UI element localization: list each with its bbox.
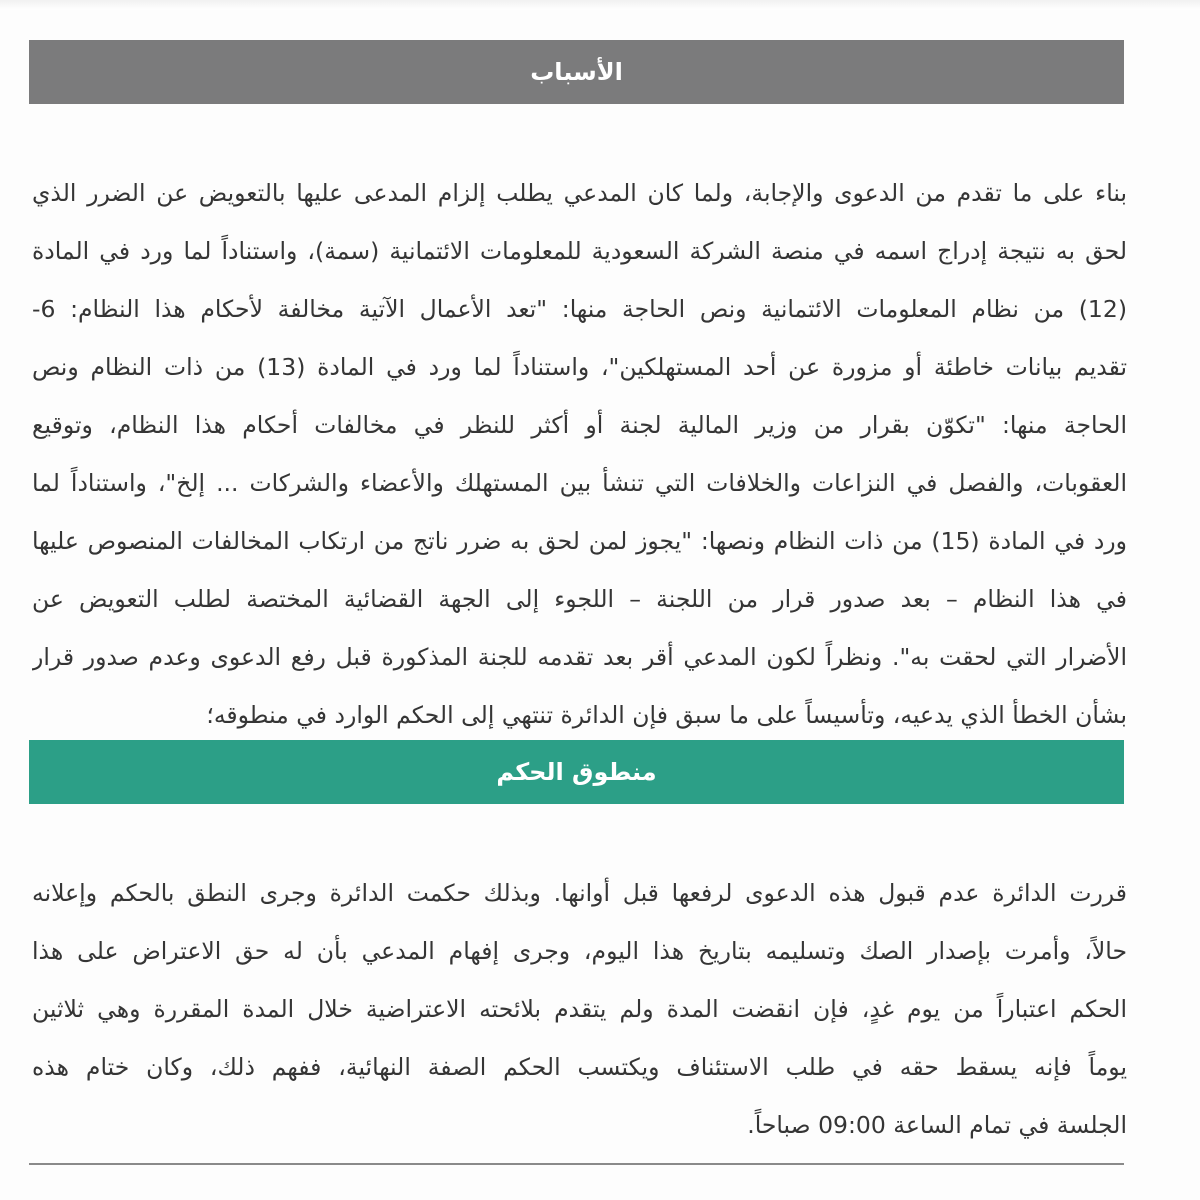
bottom-divider bbox=[29, 1163, 1124, 1165]
reasons-line: (12) من نظام المعلومات الائتمانية ونص الحاجة منها: "تعد الأعمال الآتية مخالفة لأحكام هذا النظام: 6- bbox=[32, 295, 1127, 323]
verdict-line: الحكم اعتباراً من يوم غدٍ، فإن انقضت المدة ولم يتقدم بلائحته الاعتراضية خلال المدة المقررة وهي ثلاثين bbox=[32, 995, 1127, 1023]
reasons-line: بشأن الخطأ الذي يدعيه، وتأسيساً على ما سبق فإن الدائرة تنتهي إلى الحكم الوارد في منطوقه؛ bbox=[206, 701, 1127, 729]
reasons-line: بناء على ما تقدم من الدعوى والإجابة، ولما كان المدعي يطلب إلزام المدعى عليها بالتعويض عن الضرر الذي bbox=[32, 179, 1127, 207]
verdict-line: يوماً فإنه يسقط حقه في طلب الاستئناف ويكتسب الحكم الصفة النهائية، ففهم ذلك، وكان ختام هذه bbox=[32, 1053, 1127, 1081]
verdict-line: قررت الدائرة عدم قبول هذه الدعوى لرفعها قبل أوانها. وبذلك حكمت الدائرة وجرى النطق بالحكم وإعلانه bbox=[32, 879, 1127, 907]
verdict-title: منطوق الحكم bbox=[496, 758, 657, 786]
reasons-line: تقديم بيانات خاطئة أو مزورة عن أحد المستهلكين"، واستناداً لما ورد في المادة (13) من ذات النظام ونص bbox=[32, 353, 1127, 381]
reasons-title: الأسباب bbox=[530, 58, 623, 86]
verdict-header bbox=[29, 740, 1124, 804]
reasons-header bbox=[29, 40, 1124, 104]
reasons-line: ورد في المادة (15) من ذات النظام ونصها: "يجوز لمن لحق به ضرر ناتج من ارتكاب المخالفات المنصوص عليها bbox=[32, 527, 1127, 555]
verdict-line: حالاً، وأمرت بإصدار الصك وتسليمه بتاريخ هذا اليوم، وجرى إفهام المدعي بأن له حق الاعتراض على هذا bbox=[32, 937, 1127, 965]
verdict-body bbox=[32, 864, 1127, 1154]
reasons-line: لحق به نتيجة إدراج اسمه في منصة الشركة السعودية للمعلومات الائتمانية (سمة)، واستناداً لما ورد في المادة bbox=[32, 237, 1127, 265]
reasons-line: الحاجة منها: "تكوّن بقرار من وزير المالية لجنة أو أكثر للنظر في مخالفات أحكام هذا النظام، وتوقيع bbox=[32, 411, 1127, 439]
reasons-line: في هذا النظام – بعد صدور قرار من اللجنة – اللجوء إلى الجهة القضائية المختصة لطلب التعويض عن bbox=[32, 585, 1127, 613]
reasons-line: العقوبات، والفصل في النزاعات والخلافات التي تنشأ بين المستهلك والأعضاء والشركات ... إلخ"، واستناداً لما bbox=[32, 469, 1127, 497]
top-divider bbox=[0, 0, 1200, 10]
verdict-line: الجلسة في تمام الساعة 09:00 صباحاً. bbox=[747, 1111, 1127, 1139]
reasons-body bbox=[32, 164, 1127, 744]
reasons-line: الأضرار التي لحقت به". ونظراً لكون المدعي أقر بعد تقدمه للجنة المذكورة قبل رفع الدعوى وعدم صدور قرار bbox=[32, 643, 1127, 671]
